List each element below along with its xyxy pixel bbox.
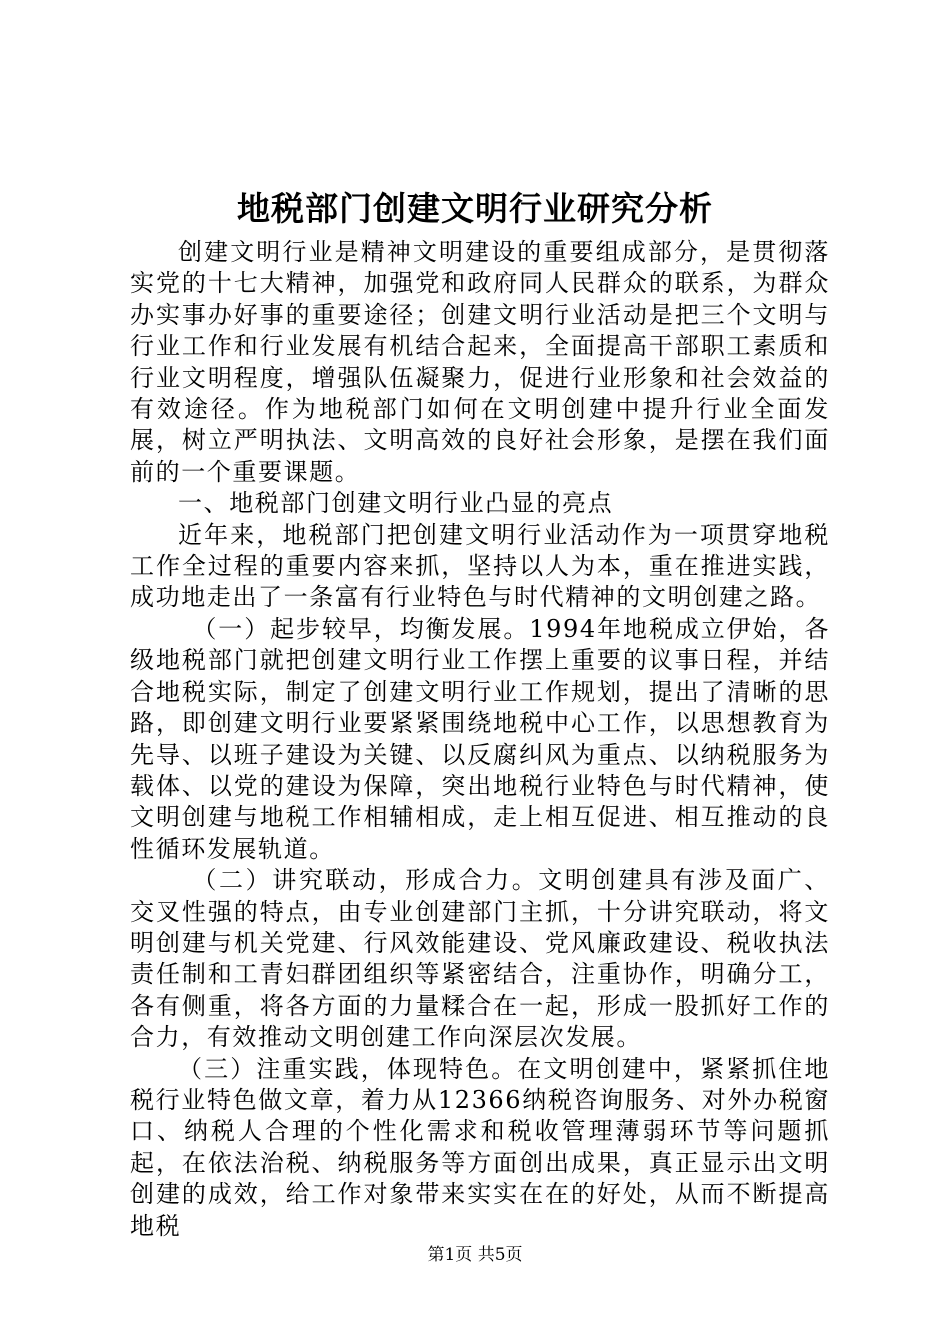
document-body [130,237,830,1242]
paragraph-overview: 近年来，地税部门把创建文明行业活动作为一项贯穿地税工作全过程的重要内容来抓，坚持以人为本，重在推进实践，成功地走出了一条富有行业特色与时代精神的文明创建之路。 [130,520,830,612]
page-number-footer: 第1页 共5页 [427,1245,523,1265]
paragraph-point-3: （三）注重实践，体现特色。在文明创建中，紧紧抓住地税行业特色做文章，着力从12366纳税咨询服务、对外办税窗口、纳税人合理的个性化需求和税收管理薄弱环节等问题抓起，在依法治税、纳税服务等方面创出成果，真正显示出文明创建的成效，给工作对象带来实实在在的好处，从而不断提高地税 [130,1054,830,1240]
section-heading-highlights: 一、地税部门创建文明行业凸显的亮点 [178,489,614,518]
paragraph-point-2: （二）讲究联动，形成合力。文明创建具有涉及面广、交叉性强的特点，由专业创建部门主抓，十分讲究联动，将文明创建与机关党建、行风效能建设、党风廉政建设、税收执法责任制和工青妇群团组织等紧密结合，注重协作，明确分工，各有侧重，将各方面的力量糅合在一起，形成一股抓好工作的合力，有效推动文明创建工作向深层次发展。 [130,866,830,1052]
paragraph-intro: 创建文明行业是精神文明建设的重要组成部分，是贯彻落实党的十七大精神，加强党和政府同人民群众的联系，为群众办实事办好事的重要途径；创建文明行业活动是把三个文明与行业工作和行业发展有机结合起来，全面提高干部职工素质和行业文明程度，增强队伍凝聚力，促进行业形象和社会效益的有效途径。作为地税部门如何在文明创建中提升行业全面发展，树立严明执法、文明高效的良好社会形象，是摆在我们面前的一个重要课题。 [130,238,830,486]
document-title: 地税部门创建文明行业研究分析 [237,189,713,228]
paragraph-point-1: （一）起步较早，均衡发展。1994年地税成立伊始，各级地税部门就把创建文明行业工作摆上重要的议事日程，并结合地税实际，制定了创建文明行业工作规划，提出了清晰的思路，即创建文明行业要紧紧围绕地税中心工作，以思想教育为先导、以班子建设为关键、以反腐纠风为重点、以纳税服务为载体、以党的建设为保障，突出地税行业特色与时代精神，使文明创建与地税工作相辅相成，走上相互促进、相互推动的良性循环发展轨道。 [130,614,830,863]
